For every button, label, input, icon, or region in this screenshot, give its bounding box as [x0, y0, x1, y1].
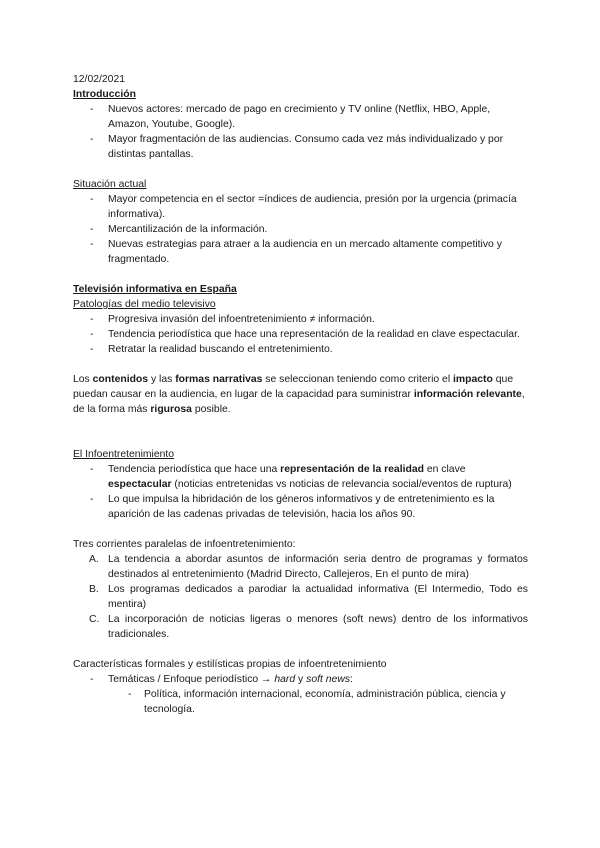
infoentretenimiento-list	[73, 462, 528, 522]
bold-representacion: representación de la realidad	[280, 464, 424, 475]
corrientes-list	[73, 552, 528, 642]
list-item: C. La incorporación de noticias ligeras o menores (soft news) dentro de los informativos tradicionales.	[89, 614, 528, 640]
heading-situacion-actual: Situación actual	[73, 179, 147, 190]
list-item: - Mercantilización de la información.	[73, 222, 528, 237]
criterio-paragraph: Los contenidos y las formas narrativas se seleccionan teniendo como criterio el impacto que puedan causar en la audiencia, en lugar de la capacidad para suministrar información relevante, de la forma más rigurosa posible.	[73, 374, 525, 415]
situacion-list	[73, 192, 528, 267]
list-item: - Nuevas estrategias para atraer a la audiencia en un mercado altamente competitivo y fragmentado.	[73, 237, 528, 267]
heading-infoentretenimiento: El Infoentretenimiento	[73, 449, 175, 460]
list-marker: A.	[89, 554, 99, 565]
list-item: A. La tendencia a abordar asuntos de información seria dentro de programas y formatos destinados al entretenimiento (Madrid Directo, Callejeros, En el punto de mira)	[89, 554, 528, 580]
list-item: - Mayor fragmentación de las audiencias. Consumo cada vez más individualizado y por distintas pantallas.	[73, 132, 528, 162]
list-item: - Temáticas / Enfoque periodístico → hard y soft news:	[73, 672, 528, 687]
list-marker: B.	[89, 584, 99, 595]
list-item: - Mayor competencia en el sector =índices de audiencia, presión por la urgencia (primacía informativa).	[73, 192, 528, 222]
list-item: - Lo que impulsa la hibridación de los géneros informativos y de entretenimiento es la aparición de las cadenas privadas de televisión, hacia los años 90.	[73, 492, 528, 522]
bold-impacto: impacto	[453, 374, 493, 385]
subheading-patologias: Patologías del medio televisivo	[73, 299, 216, 310]
caracteristicas-sublist	[73, 687, 528, 717]
bold-formas-narrativas: formas narrativas	[175, 374, 263, 385]
heading-television-informativa: Televisión informativa en España	[73, 284, 237, 295]
list-item: - Retratar la realidad buscando el entretenimiento.	[73, 342, 528, 357]
bold-espectacular: espectacular	[108, 479, 172, 490]
corrientes-intro: Tres corrientes paralelas de infoentretenimiento:	[73, 539, 296, 550]
list-marker: C.	[89, 614, 100, 625]
list-item: B. Los programas dedicados a parodiar la actualidad informativa (El Intermedio, Todo es mentira)	[89, 584, 528, 610]
intro-list	[73, 102, 528, 162]
caracteristicas-list	[73, 672, 528, 687]
list-item: - Nuevos actores: mercado de pago en crecimiento y TV online (Netflix, HBO, Apple, Amazon, Youtube, Google).	[73, 102, 528, 132]
italic-soft-news: soft news	[306, 674, 351, 685]
bold-informacion-relevante: información relevante	[413, 389, 522, 400]
list-item: - Progresiva invasión del infoentretenimiento ≠ información.	[73, 312, 528, 327]
list-item: - Tendencia periodística que hace una representación de la realidad en clave espectacular.	[73, 327, 528, 342]
heading-introduccion: Introducción	[73, 89, 136, 100]
document-body	[73, 72, 528, 717]
list-item: - Política, información internacional, economía, administración pública, ciencia y tecnología.	[73, 687, 528, 717]
italic-hard: hard	[274, 674, 296, 685]
bold-rigurosa: rigurosa	[150, 404, 192, 415]
list-item: - Tendencia periodística que hace una representación de la realidad en clave espectacular (noticias entretenidas vs noticias de relevancia social/eventos de ruptura)	[73, 462, 528, 492]
date: 12/02/2021	[73, 74, 126, 85]
patologias-list	[73, 312, 528, 357]
caracteristicas-intro: Características formales y estilísticas propias de infoentretenimiento	[73, 659, 387, 670]
bold-contenidos: contenidos	[92, 374, 149, 385]
